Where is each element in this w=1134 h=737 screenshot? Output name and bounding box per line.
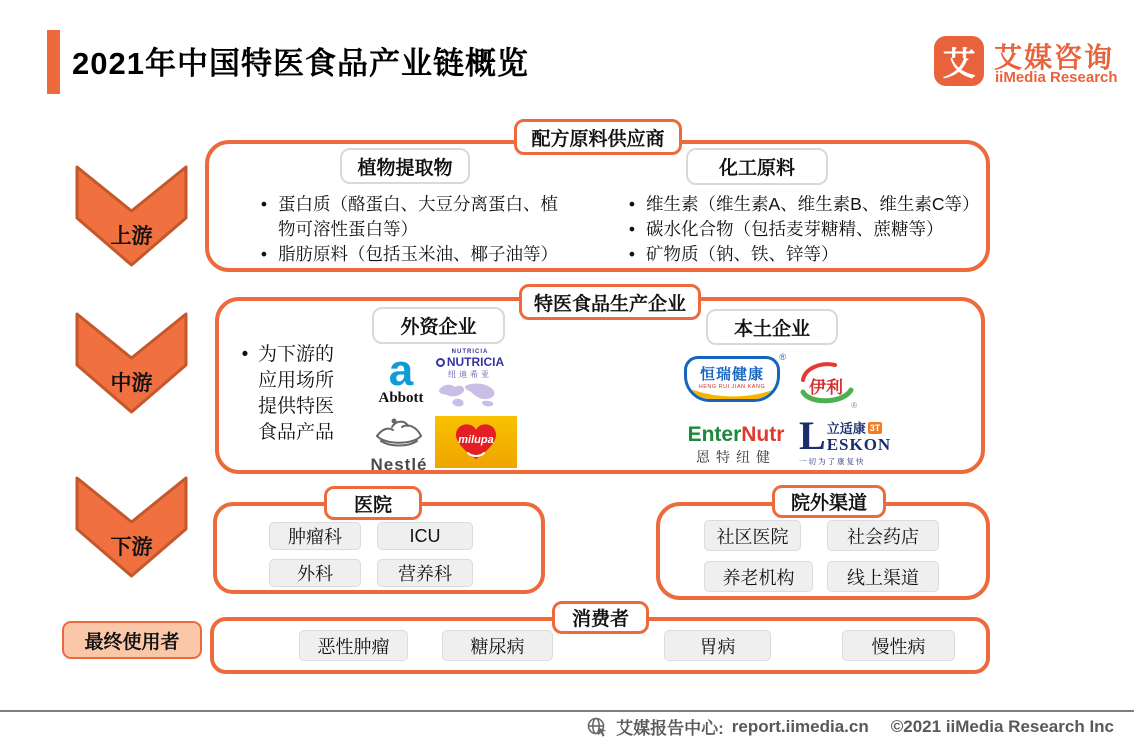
chevron-down-icon	[75, 476, 188, 579]
abbott-label: Abbott	[378, 390, 424, 406]
stage-arrow-downstream	[75, 476, 188, 579]
foreign-company-label: 外资企业	[372, 307, 505, 344]
chemical-material-bullets	[618, 192, 988, 267]
nutricia-logo	[433, 349, 507, 413]
bullet-icon: •	[628, 219, 636, 239]
nutricia-top-text: NUTRICIA	[451, 349, 489, 355]
world-map-icon	[435, 380, 505, 408]
consumer-item-stomach-disease: 胃病	[664, 630, 771, 661]
page-title: 2021年中国特医食品产业链概览	[72, 46, 529, 81]
channel-item-online: 线上渠道	[827, 561, 939, 592]
consumer-item-diabetes: 糖尿病	[442, 630, 553, 661]
nest-icon	[370, 410, 428, 450]
leskon-logo	[799, 413, 892, 470]
domestic-company-label: 本土企业	[706, 309, 838, 345]
hengrui-logo	[684, 352, 786, 410]
stage-label-midstream: 中游	[110, 372, 153, 395]
footer-report-center: 艾媒报告中心:	[616, 719, 724, 737]
hospital-item-icu: ICU	[377, 522, 473, 550]
stage-label-downstream: 下游	[110, 536, 153, 559]
stage-arrow-upstream	[75, 165, 188, 268]
chevron-down-icon	[75, 312, 188, 415]
logo-glyph: 艾	[942, 44, 976, 82]
channel-item-pharmacy: 社会药店	[827, 520, 939, 551]
nutricia-cn-label: 纽迪希亚	[448, 370, 492, 379]
logo-name-en: iiMedia Research	[995, 69, 1118, 86]
consumer-item-chronic-disease: 慢性病	[842, 630, 955, 661]
registered-mark: ®	[779, 352, 786, 362]
heart-icon	[452, 421, 500, 463]
chemical-material-label: 化工原料	[686, 148, 828, 185]
bullet-item: • 蛋白质（酪蛋白、大豆分离蛋白、植物可溶性蛋白等）	[250, 192, 580, 242]
leskon-wordmark-rest: ESKON	[826, 435, 892, 454]
bullet-item: • 维生素（维生素A、维生素B、维生素C等）	[618, 192, 988, 217]
bullet-icon: •	[628, 244, 636, 264]
chevron-down-icon	[75, 165, 188, 268]
logo-name-cn: 艾媒咨询	[994, 42, 1115, 73]
enternutr-cn-label: 恩特纽健	[696, 449, 776, 465]
nestle-label: Nestlé	[370, 455, 428, 474]
leskon-cn-label: 立适康	[826, 421, 866, 436]
midstream-note: • 为下游的应用场所提供特医食品产品	[232, 342, 336, 446]
nestle-logo	[366, 410, 432, 474]
hengrui-shield	[684, 356, 780, 402]
leskon-initial: L	[799, 413, 826, 458]
milupa-logo	[435, 416, 517, 468]
nutricia-wordmark: NUTRICIA	[433, 355, 507, 369]
globe-cursor-icon	[586, 716, 608, 737]
bullet-icon: •	[241, 344, 249, 365]
yili-logo	[795, 358, 857, 410]
milupa-label: milupa	[458, 434, 494, 446]
leskon-slogan: 一切为了康复快	[799, 457, 866, 466]
nutricia-circle-icon	[436, 358, 445, 367]
yili-label: 伊利	[809, 378, 843, 397]
channel-item-community-hospital: 社区医院	[704, 520, 801, 551]
stage-arrow-midstream	[75, 312, 188, 415]
leskon-badge: 3T	[869, 422, 881, 433]
iimedia-logo-icon	[934, 36, 984, 86]
hospital-title: 医院	[324, 486, 422, 520]
bullet-icon: •	[260, 244, 268, 264]
registered-mark: ®	[851, 401, 857, 410]
stage-label-upstream: 上游	[110, 225, 153, 248]
consumer-item-malignant-tumor: 恶性肿瘤	[299, 630, 408, 661]
title-accent-bar	[47, 30, 60, 94]
hengrui-pinyin: HENG RUI JIAN KANG	[698, 384, 766, 390]
abbott-logo	[373, 346, 429, 408]
midstream-title: 特医食品生产企业	[519, 284, 701, 320]
yellow-swoosh-icon	[687, 390, 779, 402]
bullet-icon: •	[628, 194, 636, 214]
upstream-title: 配方原料供应商	[514, 119, 682, 155]
abbott-symbol: a	[388, 346, 414, 395]
hospital-item-surgery: 外科	[269, 559, 361, 587]
channel-item-elderly-care: 养老机构	[704, 561, 813, 592]
plant-extract-label: 植物提取物	[340, 148, 470, 184]
bullet-item: • 矿物质（钠、铁、锌等）	[618, 242, 988, 267]
final-user-badge: 最终使用者	[62, 621, 202, 659]
consumers-title: 消费者	[552, 601, 649, 634]
enternutr-wordmark: EnterNutr	[687, 423, 785, 446]
plant-extract-bullets	[250, 192, 580, 267]
enternutr-logo	[678, 424, 794, 466]
footer-copyright: ©2021 iiMedia Research Inc	[890, 716, 1114, 736]
footer	[586, 714, 1114, 737]
outside-channels-title: 院外渠道	[772, 485, 886, 518]
hospital-item-nutrition: 营养科	[377, 559, 473, 587]
bullet-icon: •	[260, 194, 268, 214]
footer-divider	[0, 710, 1134, 712]
bullet-item: • 碳水化合物（包括麦芽糖精、蔗糖等）	[618, 217, 988, 242]
bullet-item: • 脂肪原料（包括玉米油、椰子油等）	[250, 242, 580, 267]
hospital-item-oncology: 肿瘤科	[269, 522, 361, 550]
footer-site-url: report.iimedia.cn	[731, 716, 869, 736]
hengrui-label: 恒瑞健康	[699, 366, 764, 383]
